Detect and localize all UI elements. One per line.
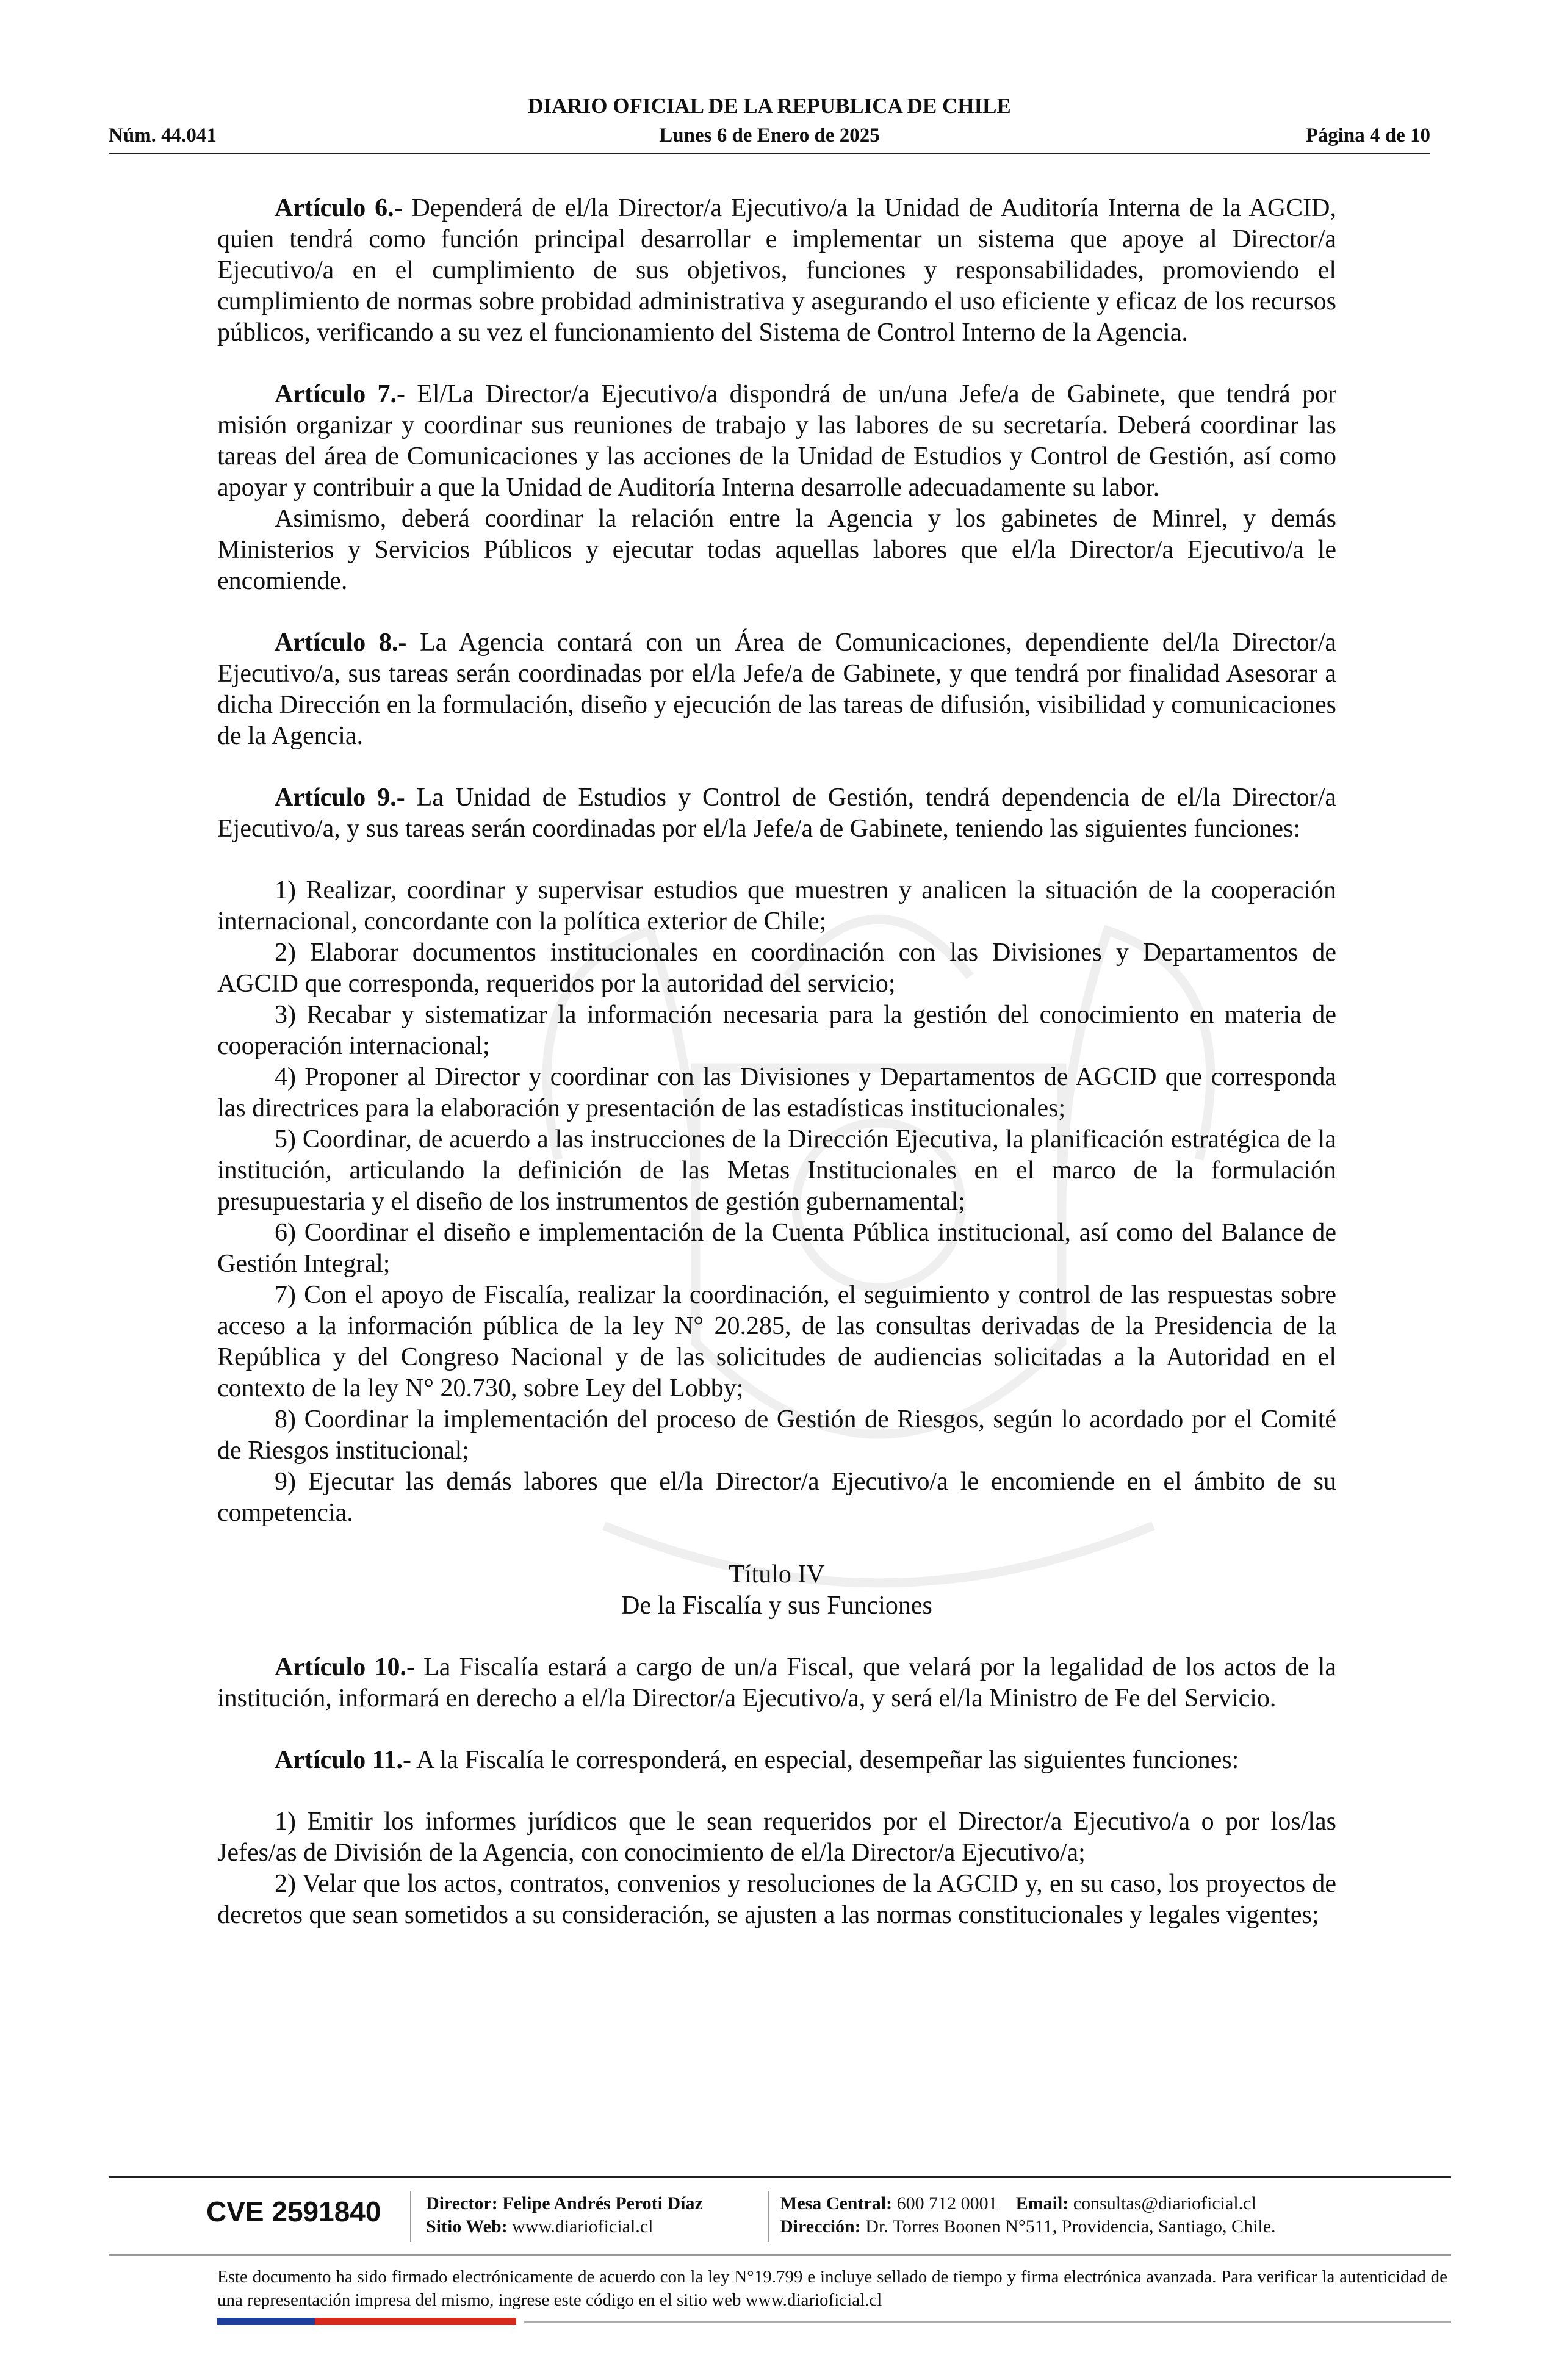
gazette-title: DIARIO OFICIAL DE LA REPUBLICA DE CHILE xyxy=(528,94,1011,118)
footer-contact-block xyxy=(780,2192,1276,2238)
flag-blue-segment xyxy=(217,2318,315,2325)
footer-divider xyxy=(109,2176,1451,2178)
flag-red-segment xyxy=(315,2318,516,2325)
article-10-label: Artículo 10.- xyxy=(275,1653,415,1681)
issue-number: Núm. 44.041 xyxy=(109,124,217,146)
article-9-item: 7) Con el apoyo de Fiscalía, realizar la coordinación, el seguimiento y control de las respuestas sobre acceso a la información pública de la ley N° 20.285, de las consultas derivadas de la Presidencia de la República y del Congreso Nacional y de las solicitudes de audiencias solicitadas a la Autoridad en el contexto de la ley N° 20.730, sobre Ley del Lobby; xyxy=(217,1281,1336,1402)
article-9 xyxy=(217,782,1336,845)
email-link[interactable]: consultas@diarioficial.cl xyxy=(1073,2193,1256,2213)
address-text: Dr. Torres Boonen N°511, Providencia, Santiago, Chile. xyxy=(865,2216,1276,2237)
article-7-paragraph-2: Asimismo, deberá coordinar la relación entre la Agencia y los gabinetes de Minrel, y demás Ministerios y Servicios Públicos y ejecutar todas aquellas labores que el/la Director/a Ejecutivo/a le encomiende. xyxy=(217,505,1336,595)
article-9-item: 2) Elaborar documentos institucionales en coordinación con las Divisiones y Departamentos de AGCID que corresponda, requeridos por la autoridad del servicio; xyxy=(217,939,1336,998)
article-9-item: 1) Realizar, coordinar y supervisar estudios que muestren y analicen la situación de la cooperación internacional, concordante con la política exterior de Chile; xyxy=(217,876,1336,936)
header-divider xyxy=(109,153,1430,154)
article-9-item: 6) Coordinar el diseño e implementación de la Cuenta Pública institucional, así como del Balance de Gestión Integral; xyxy=(217,1219,1336,1278)
article-6 xyxy=(217,193,1336,348)
footer-director-block xyxy=(426,2192,703,2238)
legal-notice: Este documento ha sido firmado electrónicamente de acuerdo con la ley N°19.799 e incluye sellado de tiempo y firma electrónica avanzada. Para verificar la autenticidad de una representación impresa del mismo, ingrese este código en el sitio web www.diarioficial.cl xyxy=(217,2267,1447,2310)
article-9-text: La Unidad de Estudios y Control de Gestión, tendrá dependencia de el/la Director/a Ejecutivo/a, y sus tareas serán coordinadas por el/la Jefe/a de Gabinete, teniendo las siguientes funciones: xyxy=(217,784,1337,843)
article-11-text: A la Fiscalía le corresponderá, en especial, desempeñar las siguientes funciones: xyxy=(416,1746,1239,1774)
article-9-item: 4) Proponer al Director y coordinar con las Divisiones y Departamentos de AGCID que corresponda las directrices para la elaboración y presentación de las estadísticas institucionales; xyxy=(217,1063,1336,1122)
article-9-item: 5) Coordinar, de acuerdo a las instrucciones de la Dirección Ejecutiva, la planificación estratégica de la institución, articulando la definición de las Metas Institucionales en el marco de la formulación presupuestaria y el diseño de los instrumentos de gestión gubernamental; xyxy=(217,1125,1336,1216)
footer-separator xyxy=(768,2191,769,2242)
mesa-label: Mesa Central: xyxy=(780,2193,893,2213)
footer-divider xyxy=(524,2321,1451,2323)
article-6-label: Artículo 6.- xyxy=(275,194,403,222)
page-header xyxy=(109,93,1430,154)
article-9-item: 3) Recabar y sistematizar la información necesaria para la gestión del conocimiento en materia de cooperación internacional; xyxy=(217,1001,1336,1060)
article-7 xyxy=(217,379,1336,503)
article-9-label: Artículo 9.- xyxy=(275,784,405,812)
site-link[interactable]: www.diarioficial.cl xyxy=(512,2216,654,2237)
mesa-phone: 600 712 0001 xyxy=(896,2193,998,2213)
footer-separator xyxy=(410,2191,411,2242)
article-11-item: 2) Velar que los actos, contratos, convenios y resoluciones de la AGCID y, en su caso, los proyectos de decretos que sean sometidos a su consideración, se ajusten a las normas constitucionales y legales vigentes; xyxy=(217,1870,1336,1929)
page-number: Página 4 de 10 xyxy=(1305,124,1430,146)
article-11-label: Artículo 11.- xyxy=(275,1746,411,1774)
section-title: Título IV xyxy=(729,1560,825,1588)
issue-date: Lunes 6 de Enero de 2025 xyxy=(659,124,880,146)
article-6-text: Dependerá de el/la Director/a Ejecutivo/a la Unidad de Auditoría Interna de la AGCID, quien tendrá como función principal desarrollar e implementar un sistema que apoye al Director/a Ejecutivo/a en el cumplimiento de sus objetivos, funciones y responsabilidades, promoviendo el cumplimiento de normas sobre probidad administrativa y asegurando el uso eficiente y eficaz de los recursos públicos, verificando a su vez el funcionamiento del Sistema de Control Interno de la Agencia. xyxy=(217,194,1336,347)
article-8-label: Artículo 8.- xyxy=(275,629,407,657)
section-subtitle: De la Fiscalía y sus Funciones xyxy=(621,1592,932,1620)
article-8 xyxy=(217,627,1336,752)
address-label: Dirección: xyxy=(780,2216,861,2237)
flag-bar xyxy=(217,2318,516,2325)
document-body xyxy=(217,193,1336,1931)
article-9-item: 9) Ejecutar las demás labores que el/la Director/a Ejecutivo/a le encomiende en el ámbito de su competencia. xyxy=(217,1468,1336,1527)
article-10 xyxy=(217,1652,1336,1714)
article-9-item: 8) Coordinar la implementación del proceso de Gestión de Riesgos, según lo acordado por el Comité de Riesgos institucional; xyxy=(217,1405,1336,1465)
article-11-item: 1) Emitir los informes jurídicos que le sean requeridos por el Director/a Ejecutivo/a o por los/las Jefes/as de División de la Agencia, con conocimiento de el/la Director/a Ejecutivo/a; xyxy=(217,1808,1336,1867)
article-8-text: La Agencia contará con un Área de Comunicaciones, dependiente del/la Director/a Ejecutivo/a, sus tareas serán coordinadas por el/la Jefe/a de Gabinete, y que tendrá por finalidad Asesorar a dicha Dirección en la formulación, diseño y ejecución de las tareas de difusión, visibilidad y comunicaciones de la Agencia. xyxy=(217,629,1337,750)
article-7-text: El/La Director/a Ejecutivo/a dispondrá de un/una Jefe/a de Gabinete, que tendrá por misión organizar y coordinar sus reuniones de trabajo y las labores de su secretaría. Deberá coordinar las tareas del área de Comunicaciones y las acciones de la Unidad de Estudios y Control de Gestión, así como apoyar y contribuir a que la Unidad de Auditoría Interna desarrolle adecuadamente su labor. xyxy=(217,380,1336,502)
site-label: Sitio Web: xyxy=(426,2216,508,2237)
director-label: Director: xyxy=(426,2193,498,2213)
email-label: Email: xyxy=(1015,2193,1069,2213)
article-10-text: La Fiscalía estará a cargo de un/a Fiscal, que velará por la legalidad de los actos de la institución, informará en derecho a el/la Director/a Ejecutivo/a, y será el/la Ministro de Fe del Servicio. xyxy=(217,1653,1337,1712)
article-11 xyxy=(217,1745,1336,1776)
page-footer xyxy=(109,2176,1451,2359)
cve-code: CVE 2591840 xyxy=(206,2196,381,2227)
article-7-label: Artículo 7.- xyxy=(275,380,405,408)
director-name: Felipe Andrés Peroti Díaz xyxy=(502,2193,703,2213)
footer-divider xyxy=(109,2254,1451,2256)
